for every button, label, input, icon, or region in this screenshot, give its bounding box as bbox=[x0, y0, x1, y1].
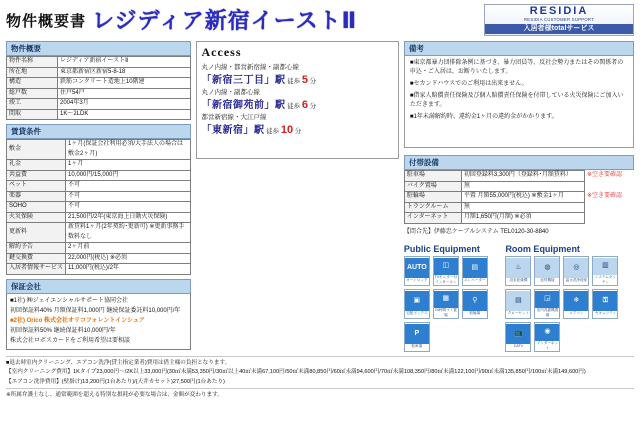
outline-label-0: 物件名称 bbox=[7, 57, 58, 68]
facilities-contact: 【問合先】伊藤忠ケーブルシステム TEL0120-30-8840 bbox=[403, 228, 549, 235]
table-row bbox=[7, 67, 191, 78]
fees-table bbox=[6, 139, 191, 275]
table-row bbox=[7, 109, 191, 120]
access-station-0: 「新宿三丁目」駅 bbox=[201, 75, 286, 86]
table-row bbox=[404, 171, 633, 182]
document-title: 物件概要書 bbox=[6, 13, 87, 30]
outline-label-4: 竣工 bbox=[7, 99, 58, 110]
facility-value-2: 平置 月額55,000円(税込) ※敷金1ヶ月 bbox=[461, 192, 584, 203]
document-header bbox=[6, 4, 634, 38]
table-row bbox=[7, 99, 191, 110]
access-minutes-2: 10 bbox=[280, 124, 294, 136]
internet-glyph: ◉ bbox=[535, 324, 559, 341]
fees-value-1: 1ヶ月 bbox=[66, 160, 190, 171]
closet-icon bbox=[505, 289, 531, 319]
facility-note-3 bbox=[585, 202, 634, 213]
closet-glyph: ▤ bbox=[506, 291, 530, 311]
washer-space-caption: 室内洗濯機置場 bbox=[536, 307, 559, 317]
bath-dryer-glyph: ♨ bbox=[506, 258, 530, 278]
outline-value-2: 鉄筋コンクリート造地上10階建 bbox=[58, 78, 191, 89]
access-minutes-0: 5 bbox=[301, 74, 308, 86]
system-kitchen-glyph: ▥ bbox=[593, 258, 617, 275]
facility-value-0: 初回登録料3,300円（登録料･月額賃料） bbox=[461, 171, 584, 182]
guarantee-line-0: ■1社) ㈱ジェイエンシャルサポート協同会社 bbox=[10, 297, 128, 304]
access-station-1: 「新宿御苑前」駅 bbox=[201, 100, 286, 111]
logo-brand: RESIDIA bbox=[529, 5, 589, 17]
auto-lock-glyph: AUTO bbox=[405, 258, 429, 278]
footer-line-0: ■退去時室内クリーニング、エアコン洗浄(貸主指定業者)費用は借主様の負担となります。 bbox=[6, 359, 231, 366]
elevator-glyph: ▤ bbox=[463, 258, 487, 278]
table-row bbox=[7, 202, 191, 213]
delivery-box-glyph: ▣ bbox=[405, 291, 429, 311]
fees-label-3: ペット bbox=[7, 181, 66, 192]
room-equipment-icons bbox=[505, 256, 634, 352]
table-row bbox=[7, 212, 191, 223]
intercom-glyph: ◫ bbox=[434, 258, 458, 275]
outline-label-1: 所在地 bbox=[7, 67, 58, 78]
access-unit-1: 分 bbox=[309, 103, 317, 110]
washer-space-glyph: ◲ bbox=[535, 291, 559, 308]
facility-note-4 bbox=[585, 213, 634, 224]
table-row bbox=[7, 57, 191, 68]
fees-value-5: 不可 bbox=[66, 202, 190, 213]
cable-tv-glyph: 📺 bbox=[506, 324, 530, 344]
guarantee-section-bar: 保証会社 bbox=[6, 279, 191, 294]
trash-yard-icon bbox=[433, 289, 459, 319]
facility-note-1 bbox=[585, 181, 634, 192]
access-route-2 bbox=[202, 112, 393, 136]
access-title: Access bbox=[201, 45, 242, 59]
remark-2: ■借家人賠償責任保険及び個人賠償責任保険を付帯している火災保険にご加入いただきます。 bbox=[409, 93, 624, 108]
access-route-1 bbox=[202, 87, 393, 111]
remark-1: ■セカンドハウスでのご利用は出来ません。 bbox=[409, 81, 528, 87]
fees-value-9: 22,000円(税込) ※必須 bbox=[66, 253, 190, 264]
outline-value-0: レジディア新宿イーストⅡ bbox=[58, 57, 191, 68]
outline-section-bar: 物件概要 bbox=[6, 41, 191, 56]
fees-value-2: 10,000円/15,000円 bbox=[66, 170, 190, 181]
security-icon bbox=[592, 289, 618, 319]
facility-note-0: ※空き要確認 bbox=[587, 172, 623, 178]
elevator-icon bbox=[462, 256, 488, 286]
system-kitchen-caption: システムキッチン bbox=[594, 274, 616, 284]
outline-label-3: 総戸数 bbox=[7, 88, 58, 99]
access-walk-1: 徒歩 bbox=[287, 103, 301, 110]
washlet-glyph: ◎ bbox=[564, 258, 588, 278]
internet-icon bbox=[534, 322, 560, 352]
table-row bbox=[7, 253, 191, 264]
reheating-bath-caption: 追焚機能 bbox=[540, 277, 555, 282]
access-walk-2: 徒歩 bbox=[266, 128, 280, 135]
public-equipment-section bbox=[404, 241, 494, 352]
delivery-box-icon bbox=[404, 289, 430, 319]
parking-icon bbox=[404, 322, 430, 352]
facility-value-1: 無 bbox=[461, 181, 584, 192]
facility-note-2: ※空き要確認 bbox=[587, 193, 623, 199]
fees-value-0: 1ヶ月(保証会社利用必須/大手法人の場合は敷金2ヶ月) bbox=[66, 140, 190, 160]
table-row bbox=[7, 88, 191, 99]
remark-0: ■東京都暴力団排除条例に基づき、暴力団員等、反社会勢力またはその関係者の申込・ご入居は、お断りいたします。 bbox=[409, 60, 624, 75]
intercom-icon bbox=[433, 256, 459, 286]
room-equipment-section bbox=[505, 241, 634, 352]
fees-label-4: 楽器 bbox=[7, 191, 66, 202]
facilities-section-bar: 付帯設備 bbox=[404, 155, 634, 170]
fees-value-10: 11,000円(税込)/2年 bbox=[66, 264, 190, 275]
public-equipment-icons bbox=[404, 256, 494, 352]
access-lines-0: 丸ノ内線・都営新宿線・副都心線 bbox=[201, 64, 299, 71]
fees-label-2: 共益費 bbox=[7, 170, 66, 181]
facility-label-0: 駐車場 bbox=[404, 171, 461, 182]
footer-notes bbox=[6, 356, 634, 399]
facility-label-3: トランクルーム bbox=[404, 202, 461, 213]
bicycle-parking-caption: 駐輪場 bbox=[469, 310, 481, 315]
fees-value-8: 2ヶ月前 bbox=[66, 243, 190, 254]
closet-caption: クローゼット bbox=[507, 310, 530, 315]
outline-value-5: 1K～2LDK bbox=[58, 109, 191, 120]
table-row bbox=[404, 192, 633, 203]
table-row bbox=[7, 78, 191, 89]
table-row bbox=[404, 181, 633, 192]
table-row bbox=[7, 243, 191, 254]
table-row bbox=[7, 223, 191, 243]
bath-dryer-icon bbox=[505, 256, 531, 286]
access-route-0 bbox=[202, 62, 393, 86]
access-minutes-1: 6 bbox=[301, 99, 308, 111]
washlet-icon bbox=[563, 256, 589, 286]
table-row bbox=[7, 191, 191, 202]
air-conditioner-caption: エアコン bbox=[569, 310, 584, 315]
public-equipment-title: Public Equipment bbox=[403, 243, 480, 254]
right-column bbox=[404, 41, 634, 352]
access-box bbox=[196, 41, 399, 159]
auto-lock-icon bbox=[404, 256, 430, 286]
elevator-caption: エレベーター bbox=[464, 277, 486, 282]
washlet-caption: 温水洗浄便座 bbox=[565, 277, 588, 282]
facility-label-4: インターネット bbox=[404, 213, 461, 224]
access-lines-2: 都営新宿線・大江戸線 bbox=[201, 114, 267, 121]
guarantee-line-1: 初回保証料40% 月額保証料1,000円 継続保証委託料10,000円/年 bbox=[10, 307, 181, 314]
outline-value-3: 住戸54戸 bbox=[58, 88, 191, 99]
washer-space-icon bbox=[534, 289, 560, 319]
parking-caption: 駐車場 bbox=[411, 343, 423, 348]
trash-yard-caption: 24時間ゴミ置場 bbox=[434, 307, 457, 317]
table-row bbox=[7, 264, 191, 275]
fees-label-7: 更新料 bbox=[7, 223, 66, 243]
air-conditioner-icon bbox=[563, 289, 589, 319]
security-glyph: ⚿ bbox=[593, 291, 617, 311]
left-column bbox=[6, 41, 191, 352]
outline-label-2: 構造 bbox=[7, 78, 58, 89]
outline-value-4: 2004年3月 bbox=[58, 99, 191, 110]
footer-last-line: ※所属弁護士なし、通常範囲を超える特別な損耗が必要な場合は、金額が変わります。 bbox=[6, 388, 634, 399]
table-row bbox=[404, 202, 633, 213]
facility-label-2: 駐輪場 bbox=[404, 192, 461, 203]
bicycle-parking-glyph: ⚲ bbox=[463, 291, 487, 311]
remark-3: ■1年未満解約時、違約金1ヶ月の違約金がかかります。 bbox=[409, 114, 558, 120]
facilities-table bbox=[404, 170, 634, 224]
bath-dryer-caption: 浴室乾燥機 bbox=[509, 277, 528, 282]
fees-section-bar: 賃貸条件 bbox=[6, 124, 191, 139]
fees-value-6: 21,500円/2年(東京海上日動火災保険) bbox=[66, 212, 190, 223]
guarantee-line-2: ■2社) Orico 株式会社オリコフォレントインシュア bbox=[10, 317, 145, 324]
outline-value-1: 東京都新宿区新宿5-8-18 bbox=[58, 67, 191, 78]
internet-caption: インターネット bbox=[536, 340, 559, 350]
fees-label-1: 礼金 bbox=[7, 160, 66, 171]
access-unit-0: 分 bbox=[309, 78, 317, 85]
table-row bbox=[404, 213, 633, 224]
system-kitchen-icon bbox=[592, 256, 618, 286]
fees-label-6: 火災保険 bbox=[7, 212, 66, 223]
access-unit-2: 分 bbox=[294, 128, 302, 135]
guarantee-body bbox=[6, 294, 191, 350]
delivery-box-caption: 宅配ボックス bbox=[406, 310, 428, 315]
center-column bbox=[196, 41, 399, 352]
intercom-caption: TVモニター付インターホン bbox=[434, 274, 458, 284]
table-row bbox=[7, 181, 191, 192]
logo-sub: RESIDIA CUSTOMER SUPPORT bbox=[523, 17, 595, 22]
remarks-box bbox=[404, 56, 634, 148]
fees-value-7: 新賃料1ヶ月(2年契約･更新可) ※更新事務手数料なし bbox=[66, 223, 190, 243]
property-name: レジディア新宿イーストⅡ bbox=[92, 8, 358, 33]
access-station-2: 「東新宿」駅 bbox=[201, 125, 265, 136]
fees-label-8: 解約予告 bbox=[7, 243, 66, 254]
fees-label-9: 鍵交換費 bbox=[7, 253, 66, 264]
table-row bbox=[7, 170, 191, 181]
room-equipment-title: Room Equipment bbox=[505, 243, 580, 254]
facility-value-4: 月額1,650円(月額) ※必須 bbox=[461, 213, 584, 224]
trash-yard-glyph: ▦ bbox=[434, 291, 458, 308]
footer-line-2: 【エアコン洗浄費用】(壁掛け)13,200円(1台あたり)/(天井カセット)27,500円(1台あたり) bbox=[6, 378, 225, 385]
reheating-bath-glyph: ◍ bbox=[535, 258, 559, 278]
fees-value-3: 不可 bbox=[66, 181, 190, 192]
logo-service: 入居者様totalサービス bbox=[485, 24, 633, 34]
bicycle-parking-icon bbox=[462, 289, 488, 319]
fees-label-10: 入居者情報サービス bbox=[7, 264, 66, 275]
residia-logo bbox=[484, 4, 634, 36]
security-caption: セキュリティ bbox=[594, 310, 617, 315]
cable-tv-caption: CATV bbox=[513, 343, 524, 348]
outline-table bbox=[6, 56, 191, 120]
auto-lock-caption: オートロック bbox=[406, 277, 428, 282]
fees-value-4: 不可 bbox=[66, 191, 190, 202]
parking-glyph: P bbox=[405, 324, 429, 344]
access-walk-0: 徒歩 bbox=[287, 78, 301, 85]
footer-line-1: 【室内クリーニング費用】1Kタイプ23,000円～/2K以上33,000円(30㎡未満53,350円/30㎡以上40㎡未満67,100円/50㎡未満80,850円/60㎡未満94,600円/70㎡未満108,350円/80㎡未満122,100円/90㎡未満135,850円/100㎡未満149,600円) bbox=[6, 369, 586, 375]
facility-label-1: バイク置場 bbox=[404, 181, 461, 192]
cable-tv-icon bbox=[505, 322, 531, 352]
guarantee-line-4: 株式会社ロボスカードをご利用希望は要相談 bbox=[10, 337, 131, 344]
access-lines-1: 丸ノ内線・副都心線 bbox=[201, 89, 260, 96]
main-columns bbox=[6, 41, 634, 352]
fees-label-0: 敷金 bbox=[7, 140, 66, 160]
reheating-bath-icon bbox=[534, 256, 560, 286]
guarantee-line-3: 初回保証料50% 継続保証料10,000円/年 bbox=[10, 327, 116, 334]
fees-label-5: SOHO bbox=[7, 202, 66, 213]
facility-value-3: 無 bbox=[461, 202, 584, 213]
air-conditioner-glyph: ❄ bbox=[564, 291, 588, 311]
remarks-section-bar: 備考 bbox=[404, 41, 634, 56]
outline-label-5: 間取 bbox=[7, 109, 58, 120]
table-row bbox=[7, 160, 191, 171]
table-row bbox=[7, 140, 191, 160]
